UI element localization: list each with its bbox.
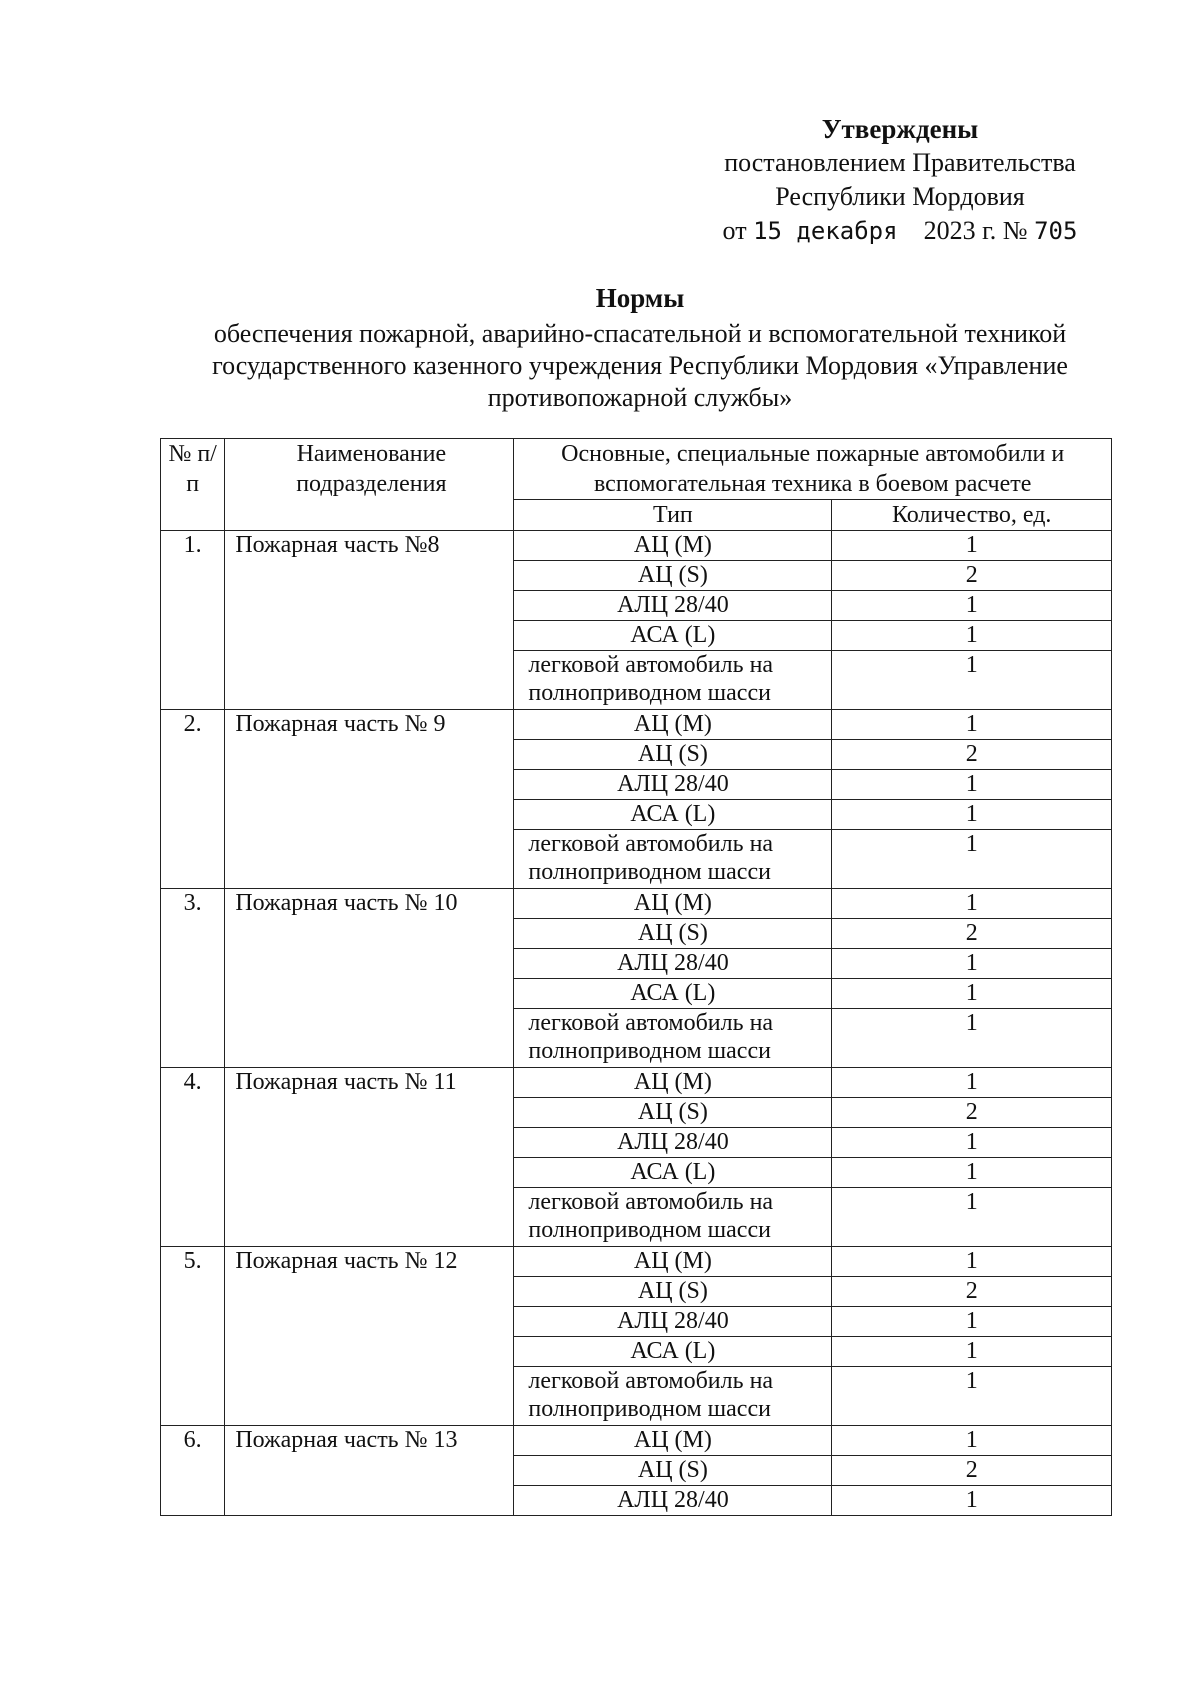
vehicle-type: АСА (L) <box>514 621 832 651</box>
vehicle-quantity: 1 <box>832 1188 1112 1247</box>
approval-line-2: Республики Мордовия <box>775 182 1025 211</box>
vehicle-quantity: 2 <box>832 919 1112 949</box>
vehicle-type: легковой автомобиль на полноприводном шасси <box>514 830 832 889</box>
unit-name: Пожарная часть № 12 <box>225 1247 514 1426</box>
year-text: 2023 г. № <box>923 216 1028 245</box>
table-row <box>161 1247 1112 1277</box>
vehicle-quantity: 2 <box>832 740 1112 770</box>
vehicle-type: АЦ (М) <box>514 889 832 919</box>
unit-number: 6. <box>161 1426 225 1516</box>
vehicle-type: АЦ (S) <box>514 1098 832 1128</box>
heading-line-3: противопожарной службы» <box>487 383 793 412</box>
vehicle-quantity: 1 <box>832 979 1112 1009</box>
table-row <box>161 889 1112 919</box>
approval-line-1: постановлением Правительства <box>724 148 1076 177</box>
vehicle-quantity: 1 <box>832 1068 1112 1098</box>
vehicle-quantity: 1 <box>832 889 1112 919</box>
vehicle-quantity: 1 <box>832 949 1112 979</box>
vehicle-type: АЛЦ 28/40 <box>514 1128 832 1158</box>
vehicle-type: АЦ (S) <box>514 740 832 770</box>
approval-block <box>690 112 1110 248</box>
vehicle-type: АЦ (S) <box>514 1277 832 1307</box>
decree-number: 705 <box>1034 217 1078 245</box>
vehicle-quantity: 2 <box>832 1098 1112 1128</box>
vehicle-quantity: 1 <box>832 1337 1112 1367</box>
approval-dateline <box>690 214 1110 248</box>
heading-line-2: государственного казенного учреждения Республики Мордовия «Управление <box>212 351 1068 380</box>
vehicle-quantity: 1 <box>832 621 1112 651</box>
vehicle-type: АСА (L) <box>514 800 832 830</box>
vehicle-type: АЛЦ 28/40 <box>514 1307 832 1337</box>
vehicle-type: легковой автомобиль на полноприводном шасси <box>514 651 832 710</box>
vehicle-type: АСА (L) <box>514 1337 832 1367</box>
vehicle-quantity: 2 <box>832 1277 1112 1307</box>
vehicle-quantity: 1 <box>832 651 1112 710</box>
vehicle-quantity: 2 <box>832 1456 1112 1486</box>
vehicle-quantity: 1 <box>832 1426 1112 1456</box>
unit-name: Пожарная часть № 11 <box>225 1068 514 1247</box>
vehicle-quantity: 1 <box>832 1367 1112 1426</box>
unit-name: Пожарная часть № 9 <box>225 710 514 889</box>
vehicle-type: АЛЦ 28/40 <box>514 1486 832 1516</box>
vehicle-type: легковой автомобиль на полноприводном шасси <box>514 1009 832 1068</box>
table-row <box>161 1068 1112 1098</box>
vehicle-quantity: 1 <box>832 531 1112 561</box>
unit-number: 4. <box>161 1068 225 1247</box>
vehicle-quantity: 1 <box>832 1486 1112 1516</box>
header-num: № п/п <box>161 439 225 531</box>
header-row-1 <box>161 439 1112 500</box>
unit-number: 5. <box>161 1247 225 1426</box>
vehicle-type: легковой автомобиль на полноприводном шасси <box>514 1367 832 1426</box>
unit-number: 2. <box>161 710 225 889</box>
vehicle-quantity: 1 <box>832 591 1112 621</box>
norms-table <box>160 438 1112 1516</box>
document-heading <box>150 282 1130 414</box>
unit-name: Пожарная часть № 13 <box>225 1426 514 1516</box>
vehicle-quantity: 1 <box>832 1158 1112 1188</box>
vehicle-type: АЦ (S) <box>514 561 832 591</box>
table-row <box>161 531 1112 561</box>
heading-line-1: обеспечения пожарной, аварийно-спасательной и вспомогательной техникой <box>213 319 1067 348</box>
vehicle-quantity: 1 <box>832 710 1112 740</box>
vehicle-quantity: 1 <box>832 1009 1112 1068</box>
vehicle-type: АЛЦ 28/40 <box>514 949 832 979</box>
vehicle-type: АЦ (М) <box>514 1426 832 1456</box>
vehicle-quantity: 2 <box>832 561 1112 591</box>
vehicle-type: АЛЦ 28/40 <box>514 591 832 621</box>
unit-number: 1. <box>161 531 225 710</box>
header-group: Основные, специальные пожарные автомобили и вспомогательная техника в боевом расчете <box>514 439 1112 500</box>
vehicle-type: АЦ (М) <box>514 1068 832 1098</box>
vehicle-type: АЦ (S) <box>514 1456 832 1486</box>
vehicle-quantity: 1 <box>832 830 1112 889</box>
header-type: Тип <box>514 500 832 531</box>
vehicle-quantity: 1 <box>832 1128 1112 1158</box>
unit-name: Пожарная часть № 10 <box>225 889 514 1068</box>
vehicle-type: АЦ (S) <box>514 919 832 949</box>
table-row <box>161 710 1112 740</box>
header-qty: Количество, ед. <box>832 500 1112 531</box>
vehicle-quantity: 1 <box>832 1307 1112 1337</box>
vehicle-type: легковой автомобиль на полноприводном шасси <box>514 1188 832 1247</box>
vehicle-quantity: 1 <box>832 800 1112 830</box>
vehicle-type: АЛЦ 28/40 <box>514 770 832 800</box>
unit-name: Пожарная часть №8 <box>225 531 514 710</box>
date-prefix: от <box>722 216 747 245</box>
vehicle-type: АЦ (М) <box>514 710 832 740</box>
document-title: Нормы <box>595 283 685 313</box>
vehicle-type: АЦ (М) <box>514 1247 832 1277</box>
approval-title: Утверждены <box>821 114 979 144</box>
header-name: Наименование подразделения <box>225 439 514 531</box>
table-row <box>161 1426 1112 1456</box>
vehicle-type: АЦ (М) <box>514 531 832 561</box>
vehicle-type: АСА (L) <box>514 1158 832 1188</box>
unit-number: 3. <box>161 889 225 1068</box>
vehicle-quantity: 1 <box>832 770 1112 800</box>
table-body <box>161 531 1112 1516</box>
vehicle-type: АСА (L) <box>514 979 832 1009</box>
date-value: 15 декабря <box>753 217 898 245</box>
vehicle-quantity: 1 <box>832 1247 1112 1277</box>
